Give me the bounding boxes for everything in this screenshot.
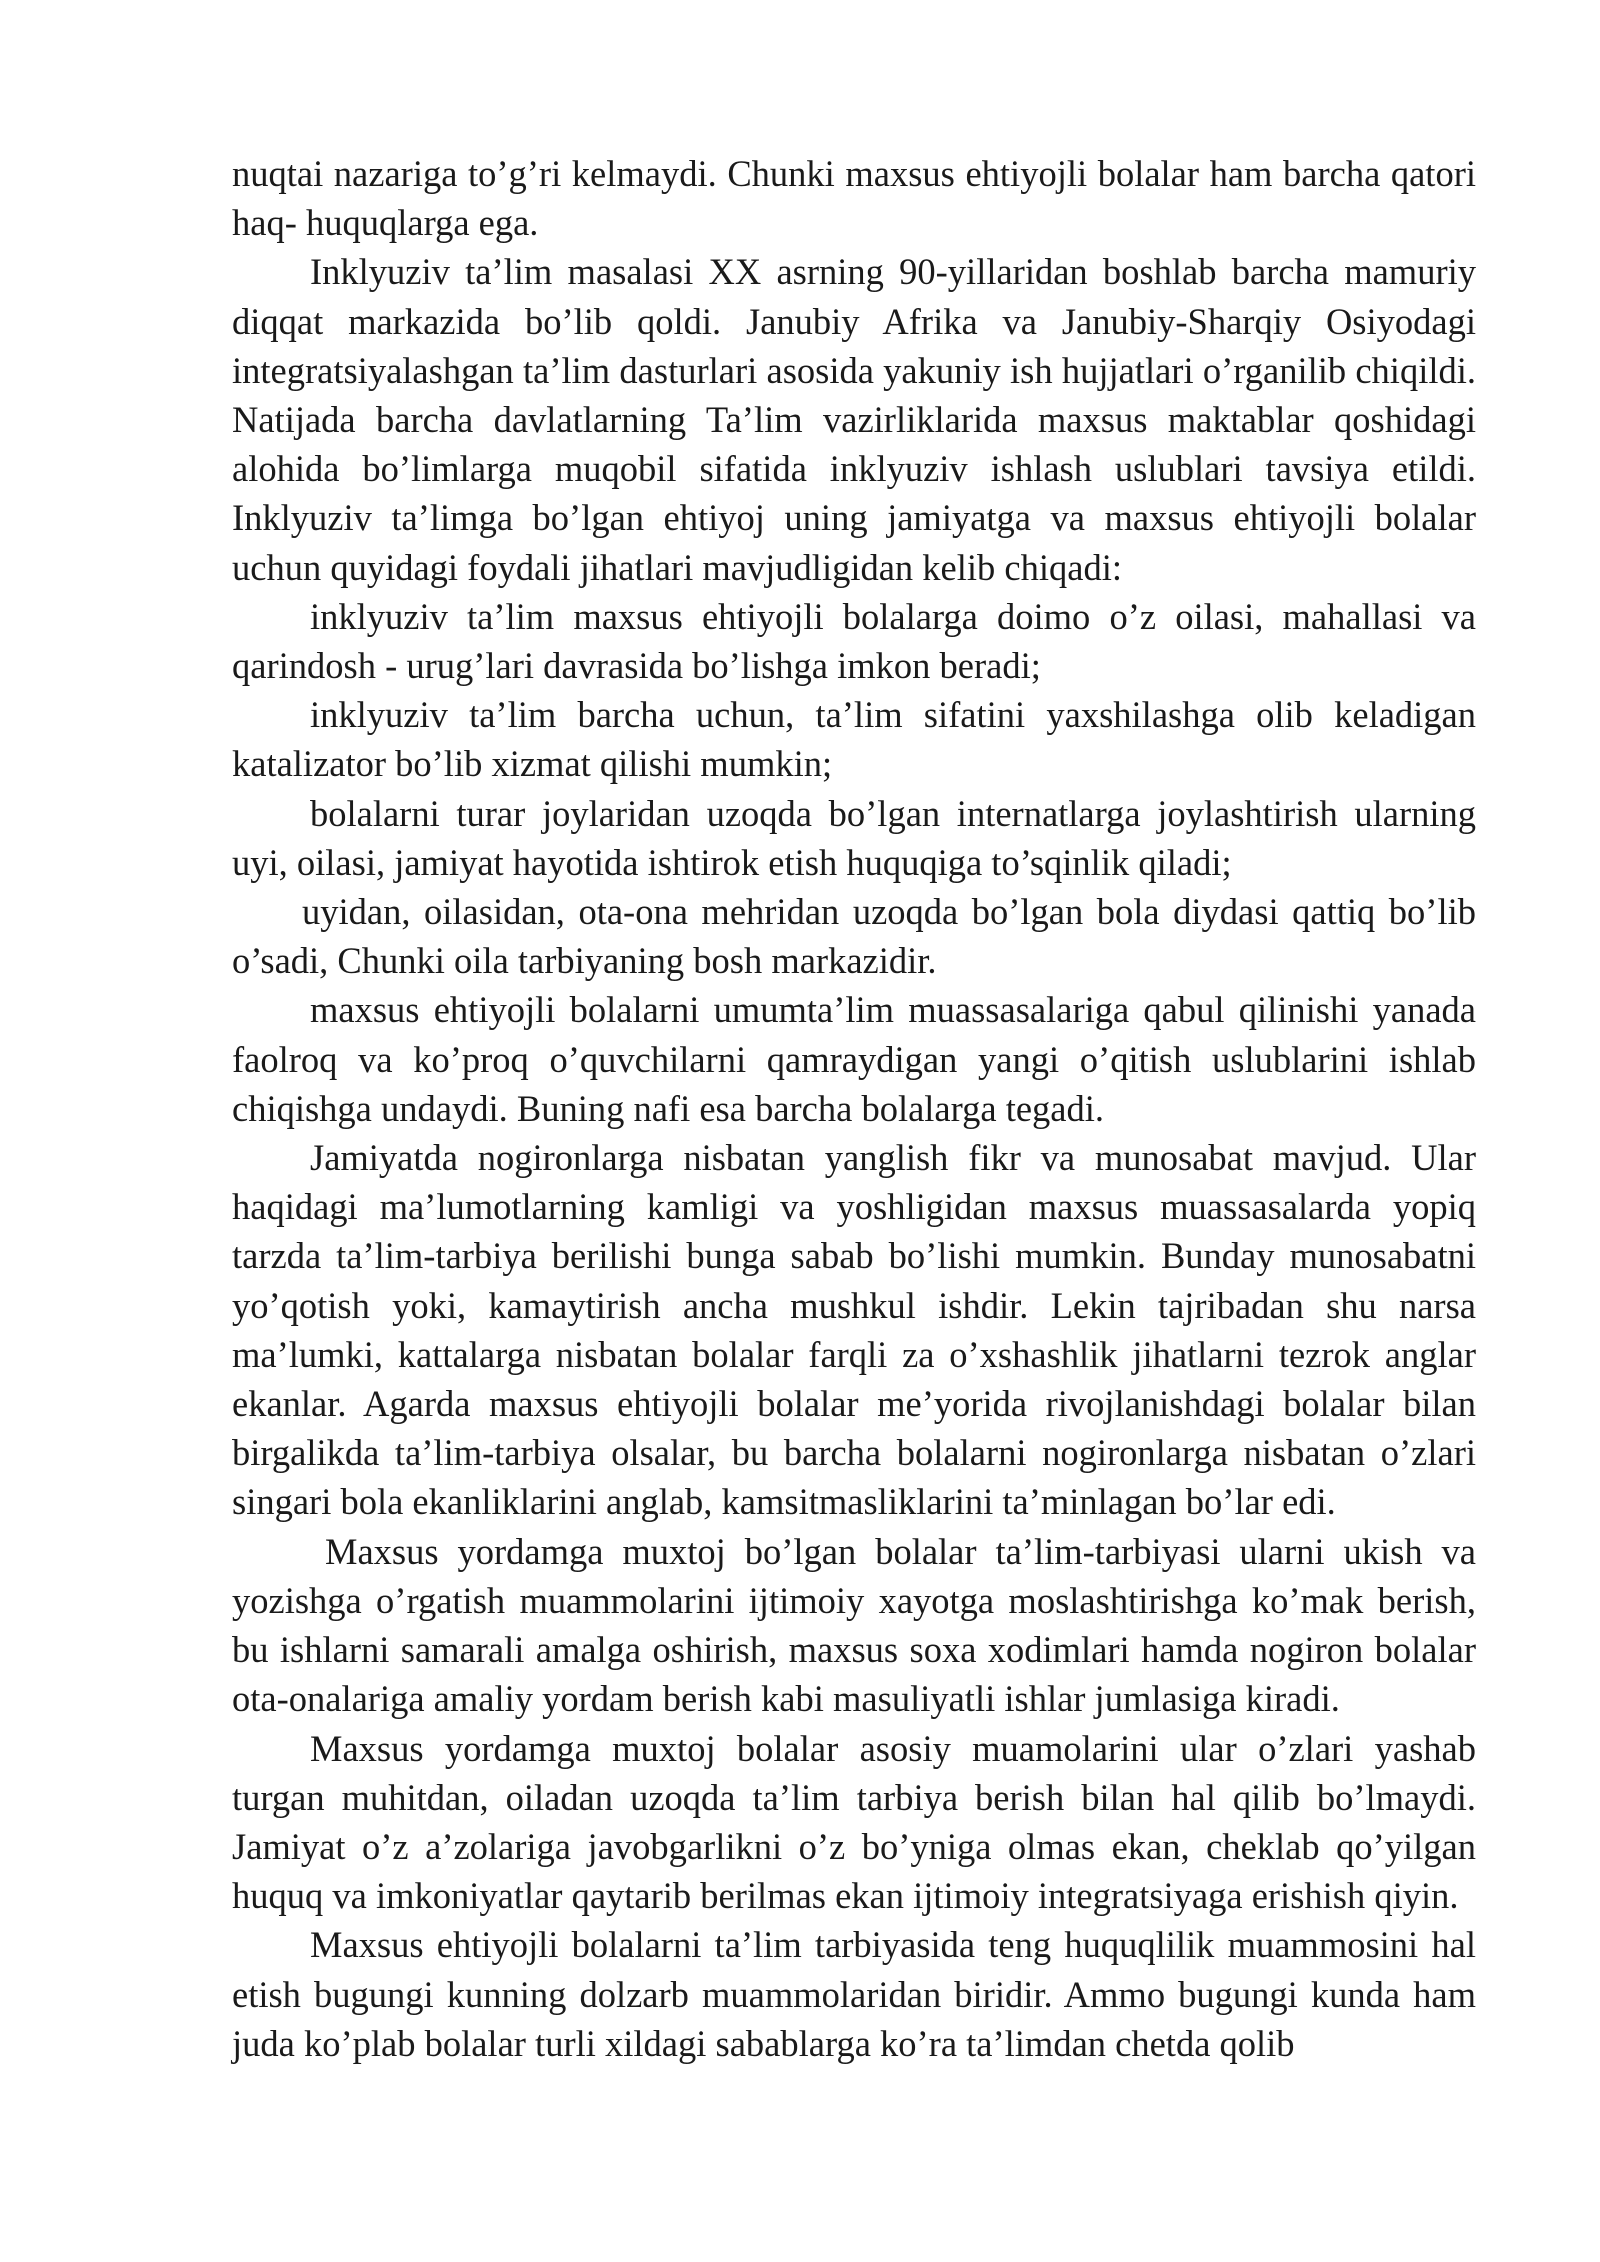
document-body xyxy=(232,149,1476,2068)
paragraph-continuation: nuqtai nazariga to’g’ri kelmaydi. Chunki maxsus ehtiyojli bolalar ham barcha qatori haq- huquqlarga ega. xyxy=(232,153,1476,244)
list-item-quality-catalyst: inklyuziv ta’lim barcha uchun, ta’lim sifatini yaxshilashga olib keladigan katalizator bo’lib xizmat qilishi mumkin; xyxy=(232,694,1476,785)
paragraph-equal-rights: Maxsus ehtiyojli bolalarni ta’lim tarbiyasida teng huquqlilik muammosini hal etish bugungi kunning dolzarb muammolaridan biridir. Ammo bugungi kunda ham juda ko’plab bolalar turli xildagi sabablarga ko’ra ta’limdan chetda qolib xyxy=(232,1924,1476,2064)
list-item-new-teaching-methods: maxsus ehtiyojli bolalarni umumta’lim muassasalariga qabul qilinishi yanada faolroq va ko’proq o’quvchilarni qamraydigan yangi o’qitish uslublarini ishlab chiqishga undaydi. Buning nafi esa barcha bolalarga tegadi. xyxy=(232,989,1476,1129)
list-item-family-environment: inklyuziv ta’lim maxsus ehtiyojli bolalarga doimo o’z oilasi, mahallasi va qarindosh - urug’lari davrasida bo’lishga imkon beradi; xyxy=(232,595,1476,687)
paragraph-society-attitudes: Jamiyatda nogironlarga nisbatan yanglish fikr va munosabat mavjud. Ular haqidagi ma’lumotlarning kamligi va yoshligidan maxsus muassasalarda yopiq tarzda ta’lim-tarbiya berilishi bunga sabab bo’lishi mumkin. Bunday munosabatni yo’qotish yoki, kamaytirish ancha mushkul ishdir. Lekin tajribadan shu narsa ma’lumki, kattalarga nisbatan bolalar farqli za o’xshashlik jihatlarni tezrok anglar ekanlar. Agarda maxsus ehtiyojli bolalar me’yorida rivojlanishdagi bolalar bilan birgalikda ta’lim-tarbiya olsalar, bu barcha bolalarni nogironlarga nisbatan o’zlari singari bola ekanliklarini anglab, kamsitmasliklarini ta’minlagan bo’lar edi. xyxy=(232,1137,1476,1523)
paragraph-inclusive-education-history: Inklyuziv ta’lim masalasi XX asrning 90-yillaridan boshlab barcha mamuriy diqqat markazida bo’lib qoldi. Janubiy Afrika va Janubiy-Sharqiy Osiyodagi integratsiyalashgan ta’lim dasturlari asosida yakuniy ish hujjatlari o’rganilib chiqildi. Natijada barcha davlatlarning Ta’lim vazirliklarida maxsus maktablar qoshidagi alohida bo’limlarga muqobil sifatida inklyuziv ishlash uslublari tavsiya etildi. Inklyuziv ta’limga bo’lgan ehtiyoj uning jamiyatga va maxsus ehtiyojli bolalar uchun quyidagi foydali jihatlari mavjudligidan kelib chiqadi: xyxy=(232,251,1476,588)
list-item-boarding-schools: bolalarni turar joylaridan uzoqda bo’lgan internatlarga joylashtirish ularning uyi, oilasi, jamiyat hayotida ishtirok etish huquqiga to’sqinlik qiladi; xyxy=(232,792,1476,883)
list-item-family-upbringing: uyidan, oilasidan, ota-ona mehridan uzoqda bo’lgan bola diydasi qattiq bo’lib o’sadi, Chunki oila tarbiyaning bosh markazidir. xyxy=(232,891,1476,982)
paragraph-special-support: Maxsus yordamga muxtoj bo’lgan bolalar ta’lim-tarbiyasi ularni ukish va yozishga o’rgatish muammolarini ijtimoiy xayotga moslashtirishga ko’mak berish, bu ishlarni samarali amalga oshirish, maxsus soxa xodimlari hamda nogiron bolalar ota-onalariga amaliy yordam berish kabi masuliyatli ishlar jumlasiga kiradi. xyxy=(232,1530,1476,1720)
paragraph-social-integration: Maxsus yordamga muxtoj bolalar asosiy muamolarini ular o’zlari yashab turgan muhitdan, oiladan uzoqda ta’lim tarbiya berish bilan hal qilib bo’lmaydi. Jamiyat o’z a’zolariga javobgarlikni o’z bo’yniga olmas ekan, cheklab qo’yilgan huquq va imkoniyatlar qaytarib berilmas ekan ijtimoiy integratsiyaga erishish qiyin. xyxy=(232,1727,1476,1917)
